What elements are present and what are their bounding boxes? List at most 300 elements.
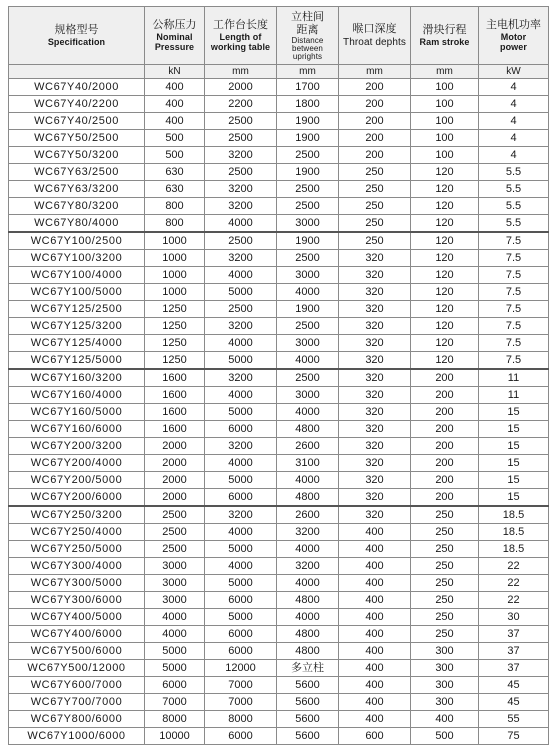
value-cell: 1000 — [145, 250, 205, 267]
value-cell: 7.5 — [479, 318, 549, 335]
value-cell: 3000 — [277, 335, 339, 352]
header-zh: 工作台长度 — [213, 19, 268, 31]
value-cell: 4800 — [277, 421, 339, 438]
value-cell: 2500 — [145, 506, 205, 524]
unit-cell: kW — [479, 65, 549, 79]
value-cell: 15 — [479, 421, 549, 438]
value-cell: 2500 — [277, 318, 339, 335]
value-cell: 15 — [479, 455, 549, 472]
header-row — [9, 7, 549, 65]
value-cell: 4 — [479, 130, 549, 147]
value-cell: 18.5 — [479, 524, 549, 541]
spec-cell: WC67Y300/4000 — [9, 558, 145, 575]
value-cell: 1800 — [277, 96, 339, 113]
value-cell: 45 — [479, 677, 549, 694]
spec-cell: WC67Y80/4000 — [9, 215, 145, 233]
value-cell: 400 — [339, 558, 411, 575]
value-cell: 320 — [339, 267, 411, 284]
value-cell: 320 — [339, 506, 411, 524]
value-cell: 250 — [339, 232, 411, 250]
table-row — [9, 352, 549, 370]
value-cell: 3200 — [205, 506, 277, 524]
table-row — [9, 130, 549, 147]
value-cell: 2000 — [205, 79, 277, 96]
table-row — [9, 541, 549, 558]
spec-cell: WC67Y160/6000 — [9, 421, 145, 438]
table-row — [9, 215, 549, 233]
value-cell: 100 — [411, 113, 479, 130]
value-cell: 6000 — [205, 626, 277, 643]
value-cell: 8000 — [145, 711, 205, 728]
header-zh: 喉口深度 — [352, 22, 397, 35]
value-cell: 400 — [339, 643, 411, 660]
spec-cell: WC67Y400/6000 — [9, 626, 145, 643]
value-cell: 1600 — [145, 369, 205, 387]
value-cell: 4800 — [277, 643, 339, 660]
value-cell: 6000 — [205, 728, 277, 745]
value-cell: 250 — [411, 541, 479, 558]
value-cell: 320 — [339, 404, 411, 421]
value-cell: 37 — [479, 660, 549, 677]
value-cell: 15 — [479, 489, 549, 507]
spec-cell: WC67Y500/12000 — [9, 660, 145, 677]
value-cell: 1900 — [277, 130, 339, 147]
value-cell: 200 — [411, 404, 479, 421]
specification-table — [8, 6, 549, 745]
value-cell: 320 — [339, 301, 411, 318]
value-cell: 5000 — [205, 404, 277, 421]
value-cell: 6000 — [205, 592, 277, 609]
value-cell: 120 — [411, 198, 479, 215]
value-cell: 4000 — [277, 575, 339, 592]
value-cell: 250 — [411, 558, 479, 575]
spec-cell: WC67Y125/4000 — [9, 335, 145, 352]
table-body — [9, 79, 549, 745]
spec-cell: WC67Y50/2500 — [9, 130, 145, 147]
value-cell: 15 — [479, 438, 549, 455]
value-cell: 22 — [479, 575, 549, 592]
table-row — [9, 438, 549, 455]
value-cell: 120 — [411, 215, 479, 233]
value-cell: 18.5 — [479, 506, 549, 524]
value-cell: 250 — [411, 524, 479, 541]
value-cell: 1000 — [145, 284, 205, 301]
table-row — [9, 489, 549, 507]
value-cell: 2500 — [145, 541, 205, 558]
header-zh: 主电机功率 — [486, 19, 541, 31]
header-en: Length of working table — [210, 32, 271, 52]
value-cell: 120 — [411, 318, 479, 335]
spec-cell: WC67Y40/2000 — [9, 79, 145, 96]
value-cell: 200 — [339, 147, 411, 164]
value-cell: 3200 — [205, 198, 277, 215]
value-cell: 4000 — [277, 352, 339, 370]
header-throat-depth — [339, 7, 411, 65]
value-cell: 3200 — [205, 438, 277, 455]
value-cell: 100 — [411, 96, 479, 113]
table-row — [9, 404, 549, 421]
value-cell: 5000 — [205, 541, 277, 558]
table-row — [9, 96, 549, 113]
value-cell: 3200 — [205, 369, 277, 387]
value-cell: 400 — [145, 113, 205, 130]
value-cell: 3000 — [277, 387, 339, 404]
header-en: Distance between uprights — [291, 35, 324, 61]
value-cell: 200 — [411, 438, 479, 455]
value-cell: 4000 — [205, 387, 277, 404]
value-cell: 5600 — [277, 694, 339, 711]
value-cell: 5000 — [205, 284, 277, 301]
value-cell: 6000 — [205, 489, 277, 507]
value-cell: 37 — [479, 643, 549, 660]
spec-cell: WC67Y125/2500 — [9, 301, 145, 318]
value-cell: 4000 — [277, 541, 339, 558]
value-cell: 1900 — [277, 232, 339, 250]
value-cell: 320 — [339, 284, 411, 301]
table-row — [9, 609, 549, 626]
table-row — [9, 232, 549, 250]
header-en: Specification — [47, 37, 106, 47]
value-cell: 4800 — [277, 626, 339, 643]
table-row — [9, 284, 549, 301]
value-cell: 3200 — [277, 558, 339, 575]
table-row — [9, 335, 549, 352]
value-cell: 400 — [339, 660, 411, 677]
unit-cell — [9, 65, 145, 79]
table-row — [9, 267, 549, 284]
value-cell: 300 — [411, 660, 479, 677]
header-specification — [9, 7, 145, 65]
value-cell: 5000 — [205, 352, 277, 370]
value-cell: 400 — [339, 592, 411, 609]
value-cell: 250 — [411, 592, 479, 609]
table-row — [9, 694, 549, 711]
value-cell: 5000 — [145, 660, 205, 677]
value-cell: 7.5 — [479, 250, 549, 267]
value-cell: 120 — [411, 352, 479, 370]
value-cell: 5.5 — [479, 181, 549, 198]
table-row — [9, 524, 549, 541]
value-cell: 4000 — [277, 404, 339, 421]
value-cell: 400 — [339, 626, 411, 643]
unit-cell: mm — [277, 65, 339, 79]
value-cell: 1900 — [277, 113, 339, 130]
value-cell: 2500 — [205, 113, 277, 130]
spec-cell: WC67Y300/5000 — [9, 575, 145, 592]
value-cell: 7000 — [205, 694, 277, 711]
spec-cell: WC67Y250/4000 — [9, 524, 145, 541]
value-cell: 5.5 — [479, 198, 549, 215]
value-cell: 1700 — [277, 79, 339, 96]
spec-cell: WC67Y500/6000 — [9, 643, 145, 660]
value-cell: 4000 — [205, 215, 277, 233]
value-cell: 300 — [411, 643, 479, 660]
value-cell: 120 — [411, 301, 479, 318]
value-cell: 5.5 — [479, 164, 549, 181]
spec-cell: WC67Y250/3200 — [9, 506, 145, 524]
table-row — [9, 113, 549, 130]
spec-cell: WC67Y200/4000 — [9, 455, 145, 472]
value-cell: 1250 — [145, 318, 205, 335]
value-cell: 500 — [411, 728, 479, 745]
spec-cell: WC67Y160/5000 — [9, 404, 145, 421]
table-row — [9, 455, 549, 472]
value-cell: 2500 — [277, 147, 339, 164]
header-zh: 滑块行程 — [422, 24, 467, 36]
table-row — [9, 164, 549, 181]
spec-cell: WC67Y250/5000 — [9, 541, 145, 558]
value-cell: 12000 — [205, 660, 277, 677]
spec-cell: WC67Y200/3200 — [9, 438, 145, 455]
value-cell: 22 — [479, 592, 549, 609]
table-row — [9, 575, 549, 592]
value-cell: 100 — [411, 79, 479, 96]
table-row — [9, 181, 549, 198]
spec-cell: WC67Y100/2500 — [9, 232, 145, 250]
value-cell: 1600 — [145, 404, 205, 421]
unit-cell: mm — [411, 65, 479, 79]
header-zh: 公称压力 — [152, 19, 197, 31]
value-cell: 11 — [479, 387, 549, 404]
value-cell: 2500 — [205, 164, 277, 181]
value-cell: 250 — [339, 215, 411, 233]
spec-cell: WC67Y100/3200 — [9, 250, 145, 267]
value-cell: 5000 — [205, 609, 277, 626]
value-cell: 200 — [411, 489, 479, 507]
value-cell: 30 — [479, 609, 549, 626]
value-cell: 4000 — [205, 267, 277, 284]
value-cell: 多立柱 — [277, 660, 339, 677]
table-row — [9, 728, 549, 745]
value-cell: 400 — [339, 575, 411, 592]
unit-cell: kN — [145, 65, 205, 79]
value-cell: 320 — [339, 387, 411, 404]
value-cell: 400 — [339, 609, 411, 626]
value-cell: 45 — [479, 694, 549, 711]
value-cell: 5600 — [277, 677, 339, 694]
value-cell: 120 — [411, 164, 479, 181]
value-cell: 6000 — [145, 677, 205, 694]
value-cell: 400 — [339, 677, 411, 694]
table-row — [9, 626, 549, 643]
value-cell: 55 — [479, 711, 549, 728]
value-cell: 200 — [339, 79, 411, 96]
value-cell: 320 — [339, 455, 411, 472]
spec-cell: WC67Y125/5000 — [9, 352, 145, 370]
value-cell: 7.5 — [479, 267, 549, 284]
value-cell: 2500 — [277, 181, 339, 198]
value-cell: 15 — [479, 472, 549, 489]
value-cell: 800 — [145, 198, 205, 215]
value-cell: 3200 — [205, 181, 277, 198]
value-cell: 2600 — [277, 438, 339, 455]
value-cell: 4000 — [277, 472, 339, 489]
value-cell: 22 — [479, 558, 549, 575]
value-cell: 3000 — [277, 215, 339, 233]
unit-cell: mm — [205, 65, 277, 79]
value-cell: 4000 — [205, 335, 277, 352]
value-cell: 320 — [339, 489, 411, 507]
spec-cell: WC67Y100/5000 — [9, 284, 145, 301]
value-cell: 320 — [339, 335, 411, 352]
value-cell: 7000 — [205, 677, 277, 694]
value-cell: 800 — [145, 215, 205, 233]
value-cell: 300 — [411, 694, 479, 711]
value-cell: 400 — [339, 711, 411, 728]
table-row — [9, 506, 549, 524]
table-row — [9, 318, 549, 335]
value-cell: 250 — [339, 198, 411, 215]
value-cell: 15 — [479, 404, 549, 421]
table-row — [9, 677, 549, 694]
value-cell: 4 — [479, 113, 549, 130]
spec-cell: WC67Y800/6000 — [9, 711, 145, 728]
value-cell: 200 — [411, 369, 479, 387]
value-cell: 500 — [145, 130, 205, 147]
value-cell: 1600 — [145, 421, 205, 438]
value-cell: 2500 — [277, 198, 339, 215]
value-cell: 4000 — [145, 626, 205, 643]
value-cell: 2200 — [205, 96, 277, 113]
units-row — [9, 65, 549, 79]
header-en: Throat dephts — [342, 36, 406, 48]
header-distance-between-uprights — [277, 7, 339, 65]
value-cell: 3100 — [277, 455, 339, 472]
value-cell: 5000 — [205, 472, 277, 489]
table-row — [9, 660, 549, 677]
value-cell: 7.5 — [479, 284, 549, 301]
value-cell: 320 — [339, 472, 411, 489]
value-cell: 5000 — [145, 643, 205, 660]
spec-cell: WC67Y200/5000 — [9, 472, 145, 489]
value-cell: 200 — [411, 421, 479, 438]
value-cell: 10000 — [145, 728, 205, 745]
header-zh: 立柱间 距离 — [291, 10, 324, 36]
value-cell: 1900 — [277, 301, 339, 318]
value-cell: 4000 — [145, 609, 205, 626]
value-cell: 4000 — [277, 609, 339, 626]
value-cell: 200 — [411, 472, 479, 489]
value-cell: 37 — [479, 626, 549, 643]
value-cell: 120 — [411, 232, 479, 250]
value-cell: 4 — [479, 96, 549, 113]
value-cell: 200 — [339, 130, 411, 147]
value-cell: 2500 — [145, 524, 205, 541]
value-cell: 320 — [339, 318, 411, 335]
spec-cell: WC67Y300/6000 — [9, 592, 145, 609]
spec-cell: WC67Y80/3200 — [9, 198, 145, 215]
value-cell: 630 — [145, 181, 205, 198]
value-cell: 250 — [411, 626, 479, 643]
value-cell: 1900 — [277, 164, 339, 181]
value-cell: 2000 — [145, 472, 205, 489]
value-cell: 1000 — [145, 232, 205, 250]
value-cell: 400 — [339, 541, 411, 558]
value-cell: 120 — [411, 181, 479, 198]
value-cell: 2500 — [205, 130, 277, 147]
value-cell: 250 — [411, 609, 479, 626]
header-en: Motor power — [499, 32, 527, 52]
spec-cell: WC67Y125/3200 — [9, 318, 145, 335]
value-cell: 4800 — [277, 592, 339, 609]
value-cell: 75 — [479, 728, 549, 745]
value-cell: 1250 — [145, 301, 205, 318]
value-cell: 4 — [479, 79, 549, 96]
value-cell: 120 — [411, 267, 479, 284]
value-cell: 2000 — [145, 455, 205, 472]
value-cell: 1000 — [145, 267, 205, 284]
header-zh: 规格型号 — [54, 24, 99, 36]
value-cell: 120 — [411, 284, 479, 301]
value-cell: 8000 — [205, 711, 277, 728]
value-cell: 200 — [339, 96, 411, 113]
header-en: Ram stroke — [419, 37, 470, 47]
value-cell: 250 — [411, 575, 479, 592]
spec-cell: WC67Y600/7000 — [9, 677, 145, 694]
spec-cell: WC67Y160/3200 — [9, 369, 145, 387]
table-row — [9, 198, 549, 215]
value-cell: 3000 — [277, 267, 339, 284]
value-cell: 300 — [411, 677, 479, 694]
value-cell: 7.5 — [479, 352, 549, 370]
spec-cell: WC67Y40/2500 — [9, 113, 145, 130]
value-cell: 320 — [339, 421, 411, 438]
table-row — [9, 711, 549, 728]
value-cell: 5.5 — [479, 215, 549, 233]
table-row — [9, 592, 549, 609]
value-cell: 7.5 — [479, 301, 549, 318]
value-cell: 3000 — [145, 592, 205, 609]
value-cell: 11 — [479, 369, 549, 387]
value-cell: 3200 — [205, 318, 277, 335]
value-cell: 400 — [145, 96, 205, 113]
table-row — [9, 472, 549, 489]
value-cell: 200 — [339, 113, 411, 130]
value-cell: 6000 — [205, 421, 277, 438]
table-row — [9, 421, 549, 438]
value-cell: 250 — [411, 506, 479, 524]
value-cell: 3200 — [277, 524, 339, 541]
value-cell: 3000 — [145, 558, 205, 575]
value-cell: 4800 — [277, 489, 339, 507]
value-cell: 400 — [339, 524, 411, 541]
value-cell: 3000 — [145, 575, 205, 592]
header-en: Nominal Pressure — [154, 32, 195, 52]
value-cell: 500 — [145, 147, 205, 164]
value-cell: 6000 — [205, 643, 277, 660]
spec-cell: WC67Y1000/6000 — [9, 728, 145, 745]
value-cell: 7000 — [145, 694, 205, 711]
value-cell: 18.5 — [479, 541, 549, 558]
value-cell: 2500 — [205, 232, 277, 250]
value-cell: 400 — [145, 79, 205, 96]
value-cell: 4000 — [205, 524, 277, 541]
spec-cell: WC67Y40/2200 — [9, 96, 145, 113]
value-cell: 2000 — [145, 438, 205, 455]
table-row — [9, 387, 549, 404]
value-cell: 1250 — [145, 352, 205, 370]
value-cell: 4 — [479, 147, 549, 164]
unit-cell: mm — [339, 65, 411, 79]
value-cell: 120 — [411, 335, 479, 352]
spec-cell: WC67Y63/2500 — [9, 164, 145, 181]
value-cell: 2000 — [145, 489, 205, 507]
value-cell: 250 — [339, 164, 411, 181]
value-cell: 3200 — [205, 147, 277, 164]
value-cell: 1600 — [145, 387, 205, 404]
value-cell: 100 — [411, 147, 479, 164]
value-cell: 600 — [339, 728, 411, 745]
